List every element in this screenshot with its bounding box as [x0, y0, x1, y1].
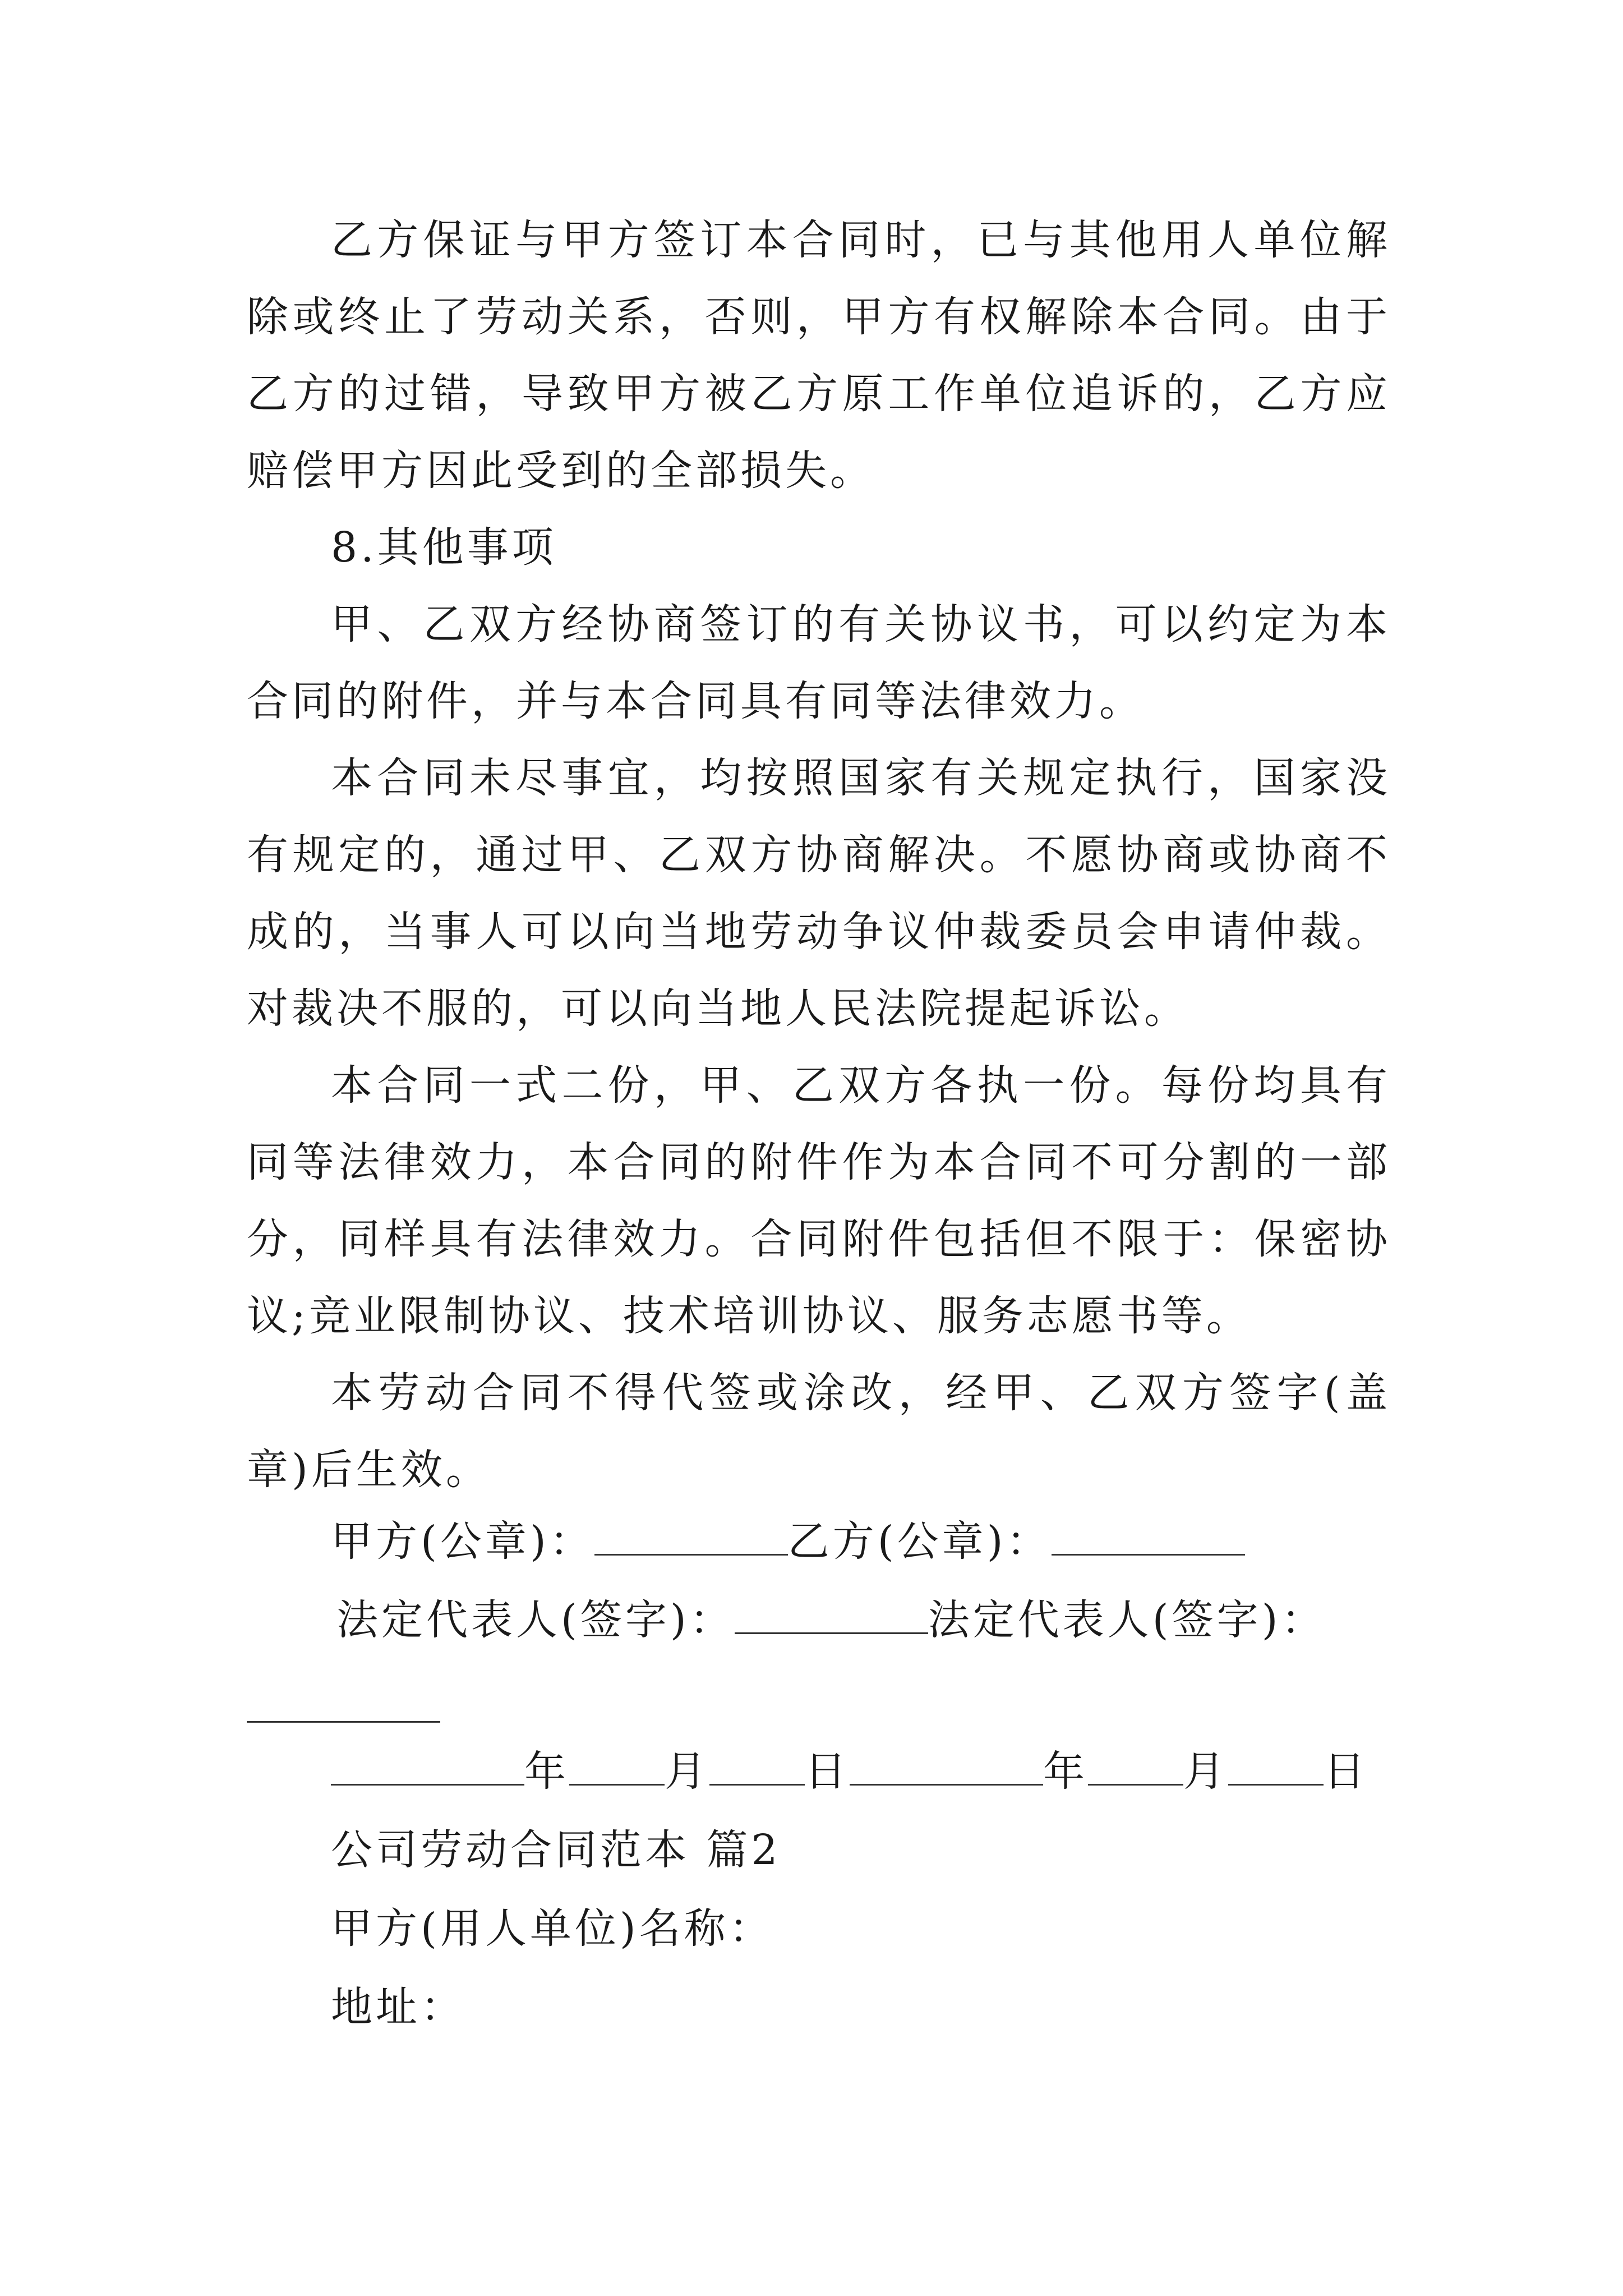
employer-name-label: 甲方(用人单位)名称：: [331, 1904, 774, 1953]
year-a-blank: [331, 1745, 524, 1786]
year-b-blank: [850, 1745, 1043, 1786]
month-a-label: 月: [665, 1747, 709, 1796]
representative-line: [336, 1592, 1326, 1648]
party-b-seal-label: 乙方(公章)：: [787, 1517, 1052, 1566]
rep-b-blank: [247, 1721, 440, 1723]
rep-a-blank: [735, 1593, 928, 1634]
day-b-label: 日: [1324, 1747, 1368, 1796]
paragraph-agreements: 甲、乙双方经协商签订的有关协议书，可以约定为本合同的附件，并与本合同具有同等法律效力。: [247, 600, 1391, 725]
rep-b-label: 法定代表人(签字)：: [928, 1596, 1326, 1644]
party-a-seal-label: 甲方(公章)：: [331, 1517, 594, 1566]
day-b-blank: [1228, 1745, 1324, 1786]
address-label: 地址：: [331, 1983, 465, 2031]
month-a-blank: [569, 1745, 665, 1786]
paragraph-copies: 本合同一式二份，甲、乙双方各执一份。每份均具有同等法律效力，本合同的附件作为本合同不可分割的一部分，同样具有法律效力。合同附件包括但不限于：保密协议;竞业限制协议、技术培训协议、服务志愿书等。: [247, 1061, 1391, 1340]
paragraph-effective: 本劳动合同不得代签或涂改，经甲、乙双方签字(盖章)后生效。: [247, 1369, 1391, 1494]
month-b-blank: [1088, 1745, 1183, 1786]
date-line: [331, 1743, 1368, 1800]
paragraph-termination-guarantee: 乙方保证与甲方签订本合同时，已与其他用人单位解除或终止了劳动关系，否则，甲方有权解除本合同。由于乙方的过错，导致甲方被乙方原工作单位追诉的，乙方应赔偿甲方因此受到的全部损失。: [247, 216, 1391, 495]
party-b-seal-blank: [1052, 1515, 1245, 1556]
section-title-part-2: 公司劳动合同范本 篇2: [331, 1826, 781, 1874]
section-heading-other-matters: 8.其他事项: [331, 523, 557, 572]
paragraph-unresolved-matters: 本合同未尽事宜，均按照国家有关规定执行，国家没有规定的，通过甲、乙双方协商解决。不愿协商或协商不成的，当事人可以向当地劳动争议仲裁委员会申请仲裁。对裁决不服的，可以向当地人民法院提起诉讼。: [247, 754, 1391, 1033]
contract-body: [247, 202, 1391, 1508]
party-a-seal-blank: [594, 1515, 788, 1556]
month-b-label: 月: [1183, 1747, 1228, 1796]
day-a-blank: [709, 1745, 805, 1786]
day-a-label: 日: [805, 1747, 850, 1796]
rep-a-label: 法定代表人(签字)：: [336, 1596, 735, 1644]
seal-line: [331, 1513, 1245, 1570]
year-a-label: 年: [524, 1747, 569, 1796]
year-b-label: 年: [1043, 1747, 1088, 1796]
